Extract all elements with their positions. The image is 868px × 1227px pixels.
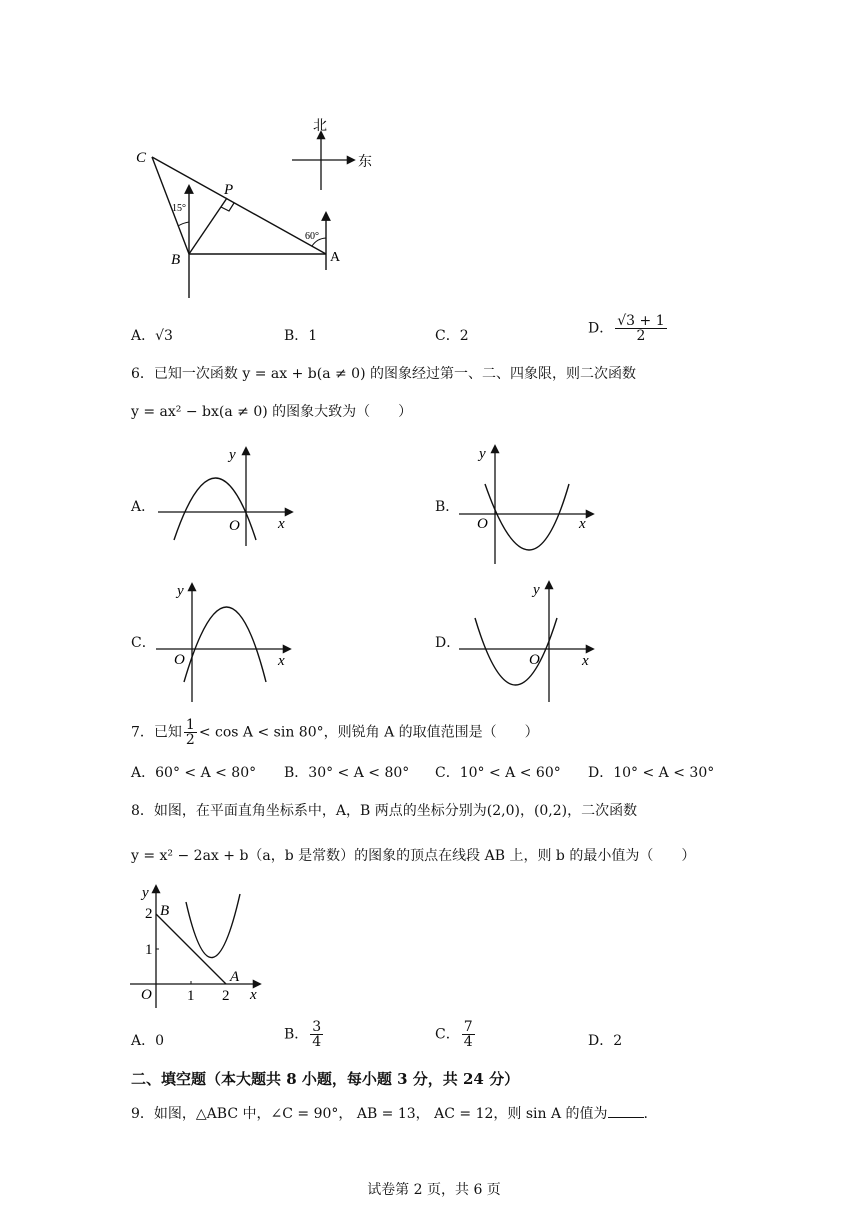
label-y: y xyxy=(479,446,486,462)
fraction: $\frac{1}{2}$ xyxy=(185,717,195,748)
q9-end: . xyxy=(643,1106,648,1122)
q6-graph-b xyxy=(455,440,605,565)
line-bp xyxy=(189,198,227,254)
angle-label-15: 15° xyxy=(172,203,186,214)
q7-option-c xyxy=(435,762,561,782)
label-a: A xyxy=(330,250,341,265)
fraction: $\frac{√3 + 1}{2}$ xyxy=(617,313,665,344)
q7-prefix: 7．已知 xyxy=(131,724,182,741)
option-text: 2 xyxy=(459,328,469,344)
label-c: C xyxy=(136,150,147,166)
label-o: O xyxy=(477,516,488,532)
option-letter: B． xyxy=(284,1026,309,1043)
q8-option-b xyxy=(284,1020,325,1049)
q5-option-a xyxy=(131,325,173,345)
q6-stem-line1: 6．已知一次函数 y = ax + b(a ≠ 0) 的图象经过第一、二、四象限，则二次函数 xyxy=(131,366,636,382)
label-x1: 1 xyxy=(187,988,195,1004)
q8-graph xyxy=(128,880,273,1010)
q7-stem xyxy=(131,718,539,747)
q8-option-c xyxy=(435,1020,477,1049)
label-x2: 2 xyxy=(222,988,230,1004)
label-y: y xyxy=(533,582,540,598)
option-letter: C． xyxy=(435,328,460,344)
option-letter: A． xyxy=(131,328,156,344)
label-b: B xyxy=(171,252,181,268)
q7-option-b xyxy=(284,762,409,782)
option-letter: C． xyxy=(435,765,460,781)
label-x: x xyxy=(278,516,285,532)
option-text: 2 xyxy=(613,1033,623,1049)
label-x: x xyxy=(579,516,586,532)
label-o: O xyxy=(174,652,185,668)
option-letter: D． xyxy=(588,320,614,337)
q7-option-a xyxy=(131,762,256,782)
q6-option-a-letter: A． xyxy=(131,499,156,515)
segment-ab xyxy=(156,914,226,984)
label-x: x xyxy=(278,653,285,669)
q5-option-d xyxy=(588,314,669,343)
page-footer: 试卷第 2 页，共 6 页 xyxy=(367,1182,501,1198)
option-letter: A． xyxy=(131,765,156,781)
option-text: √3 xyxy=(155,328,173,344)
q5-option-c xyxy=(435,325,469,345)
q7-suffix: < cos A < sin 80°，则锐角 A 的取值范围是（ ） xyxy=(198,724,539,741)
parabola xyxy=(186,894,240,958)
option-text: 10° < A < 30° xyxy=(613,765,715,781)
q5-option-b xyxy=(284,325,317,345)
q8-stem-line1: 8．如图，在平面直角坐标系中，A，B 两点的坐标分别为(2,0)，(0,2)，二次函数 xyxy=(131,803,638,819)
fraction: $\frac{3}{4}$ xyxy=(312,1019,322,1050)
label-x: x xyxy=(250,987,257,1003)
parabola xyxy=(184,607,266,682)
label-x: x xyxy=(582,653,589,669)
option-text: 0 xyxy=(155,1033,165,1049)
q6-stem-line2: y = ax² − bx(a ≠ 0) 的图象大致为（ ） xyxy=(131,404,413,420)
label-y2: 2 xyxy=(145,906,153,922)
option-text: 10° < A < 60° xyxy=(459,765,561,781)
q8-option-d xyxy=(588,1030,622,1050)
q6-graph-c xyxy=(150,578,300,703)
option-letter: A． xyxy=(131,1033,156,1049)
q5-figure xyxy=(130,110,390,305)
answer-blank[interactable] xyxy=(608,1103,644,1118)
q6-graph-d xyxy=(455,578,605,703)
label-b: B xyxy=(160,903,170,919)
parabola xyxy=(174,478,256,540)
option-letter: B． xyxy=(284,765,309,781)
parabola xyxy=(485,484,569,550)
option-text: 60° < A < 80° xyxy=(155,765,257,781)
q6-option-c-letter: C． xyxy=(131,635,156,651)
q8-stem-line2: y = x² − 2ax + b（a，b 是常数）的图象的顶点在线段 AB 上，则 b 的最小值为（ ） xyxy=(131,848,696,864)
q9-stem xyxy=(131,1103,648,1124)
option-letter: C． xyxy=(435,1026,460,1043)
label-o: O xyxy=(229,518,240,534)
label-y: y xyxy=(229,447,236,463)
fraction: $\frac{7}{4}$ xyxy=(463,1019,473,1050)
q7-option-d xyxy=(588,762,714,782)
option-text: 1 xyxy=(308,328,318,344)
option-letter: D． xyxy=(588,765,614,781)
label-y: y xyxy=(142,885,149,901)
compass-east-label: 东 xyxy=(358,155,372,170)
parabola xyxy=(475,618,557,685)
option-text: 30° < A < 80° xyxy=(308,765,410,781)
angle-arc-b xyxy=(178,222,189,226)
q6-option-b-letter: B． xyxy=(435,499,460,515)
compass-north-label: 北 xyxy=(313,119,327,134)
q8-option-a xyxy=(131,1030,164,1050)
q6-graph-a xyxy=(150,440,300,548)
q9-text: 9．如图，△ABC 中，∠C = 90°， AB = 13， AC = 12，则 sin A 的值为 xyxy=(131,1106,608,1122)
section-title: 二、填空题（本大题共 8 小题，每小题 3 分，共 24 分） xyxy=(131,1070,520,1088)
label-y: y xyxy=(177,583,184,599)
angle-label-60: 60° xyxy=(305,231,319,242)
q6-option-d-letter: D． xyxy=(435,635,461,651)
label-y1: 1 xyxy=(145,942,153,958)
option-letter: D． xyxy=(588,1033,614,1049)
label-o: O xyxy=(529,652,540,668)
label-a: A xyxy=(230,969,240,985)
label-o: O xyxy=(141,987,152,1003)
label-p: P xyxy=(224,182,234,198)
option-letter: B． xyxy=(284,328,309,344)
